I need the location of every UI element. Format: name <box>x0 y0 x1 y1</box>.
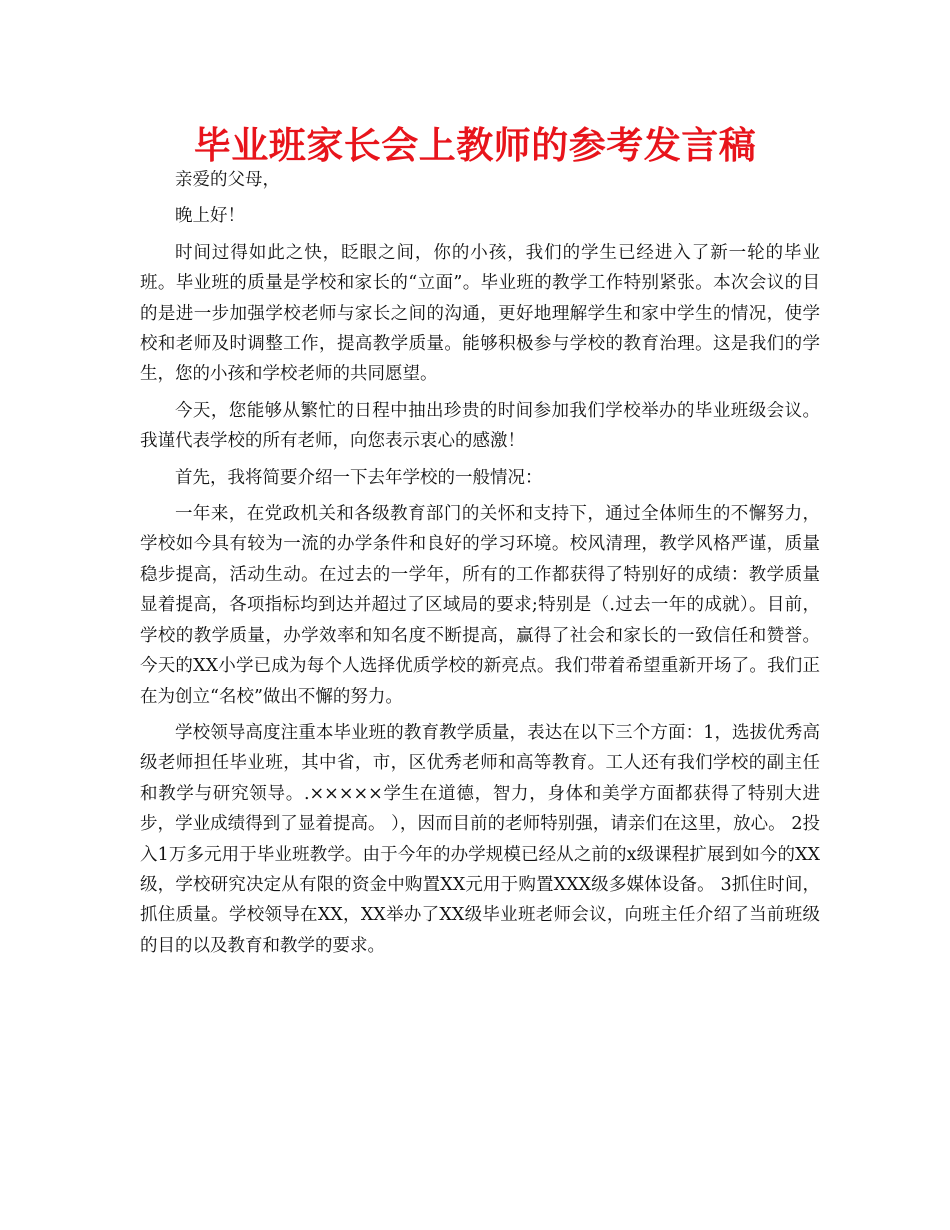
paragraph-intro: 时间过得如此之快，眨眼之间，你的小孩，我们的学生已经进入了新一轮的毕业班。毕业班的质量是学校和家长的“立面”。毕业班的教学工作特别紧张。本次会议的目的是进一步加强学校老师与家长之间的沟通，更好地理解学生和家中学生的情况，使学校和老师及时调整工作，提高教学质量。能够积极参与学校的教育治理。这是我们的学生，您的小孩和学校老师的共同愿望。 <box>140 242 820 385</box>
paragraph-greeting: 晚上好！ <box>175 206 245 227</box>
paragraph-school-achievements: 一年来，在党政机关和各级教育部门的关怀和支持下，通过全体师生的不懈努力，学校如今具有较为一流的办学条件和良好的学习环境。校风清理，教学风格严谨，质量稳步提高，活动生动。在过去的一学年，所有的工作都获得了特别好的成绩：教学质量显着提高，各项指标均到达并超过了区域局的要求;特别是（.过去一年的成就）。目前，学校的教学质量，办学效率和知名度不断提高，赢得了社会和家长的一致信任和赞誉。今天的XX小学已成为每个人选择优质学校的新亮点。我们带着希望重新开场了。我们正在为创立“名校”做出不懈的努力。 <box>140 504 820 707</box>
paragraph-overview-lead: 首先，我将简要介绍一下去年学校的一般情况： <box>175 467 543 488</box>
document-body <box>140 165 820 961</box>
paragraph-leadership-focus: 学校领导高度注重本毕业班的教育教学质量，表达在以下三个方面：1，选拔优秀高级老师担任毕业班，其中省，市，区优秀老师和高等教育。工人还有我们学校的副主任和教学与研究领导。.×××××学生在道德，智力，身体和美学方面都获得了特别大进步，学业成绩得到了显着提高。 ），因而目前的老师特别强，请亲们在这里，放心。 2投入1万多元用于毕业班教学。由于今年的办学规模已经从之前的x级课程扩展到如今的XX级，学校研究决定从有限的资金中购置XX元用于购置XXX级多媒体设备。 3抓住时间，抓住质量。学校领导在XX，XX举办了XX级毕业班老师会议，向班主任介绍了当前班级的目的以及教育和教学的要求。 <box>140 722 820 956</box>
paragraph-thanks: 今天，您能够从繁忙的日程中抽出珍贵的时间参加我们学校举办的毕业班级会议。我谨代表学校的所有老师，向您表示衷心的感激！ <box>140 400 820 452</box>
paragraph-salutation: 亲爱的父母， <box>175 170 280 190</box>
document-title: 毕业班家长会上教师的参考发言稿 <box>193 124 757 167</box>
